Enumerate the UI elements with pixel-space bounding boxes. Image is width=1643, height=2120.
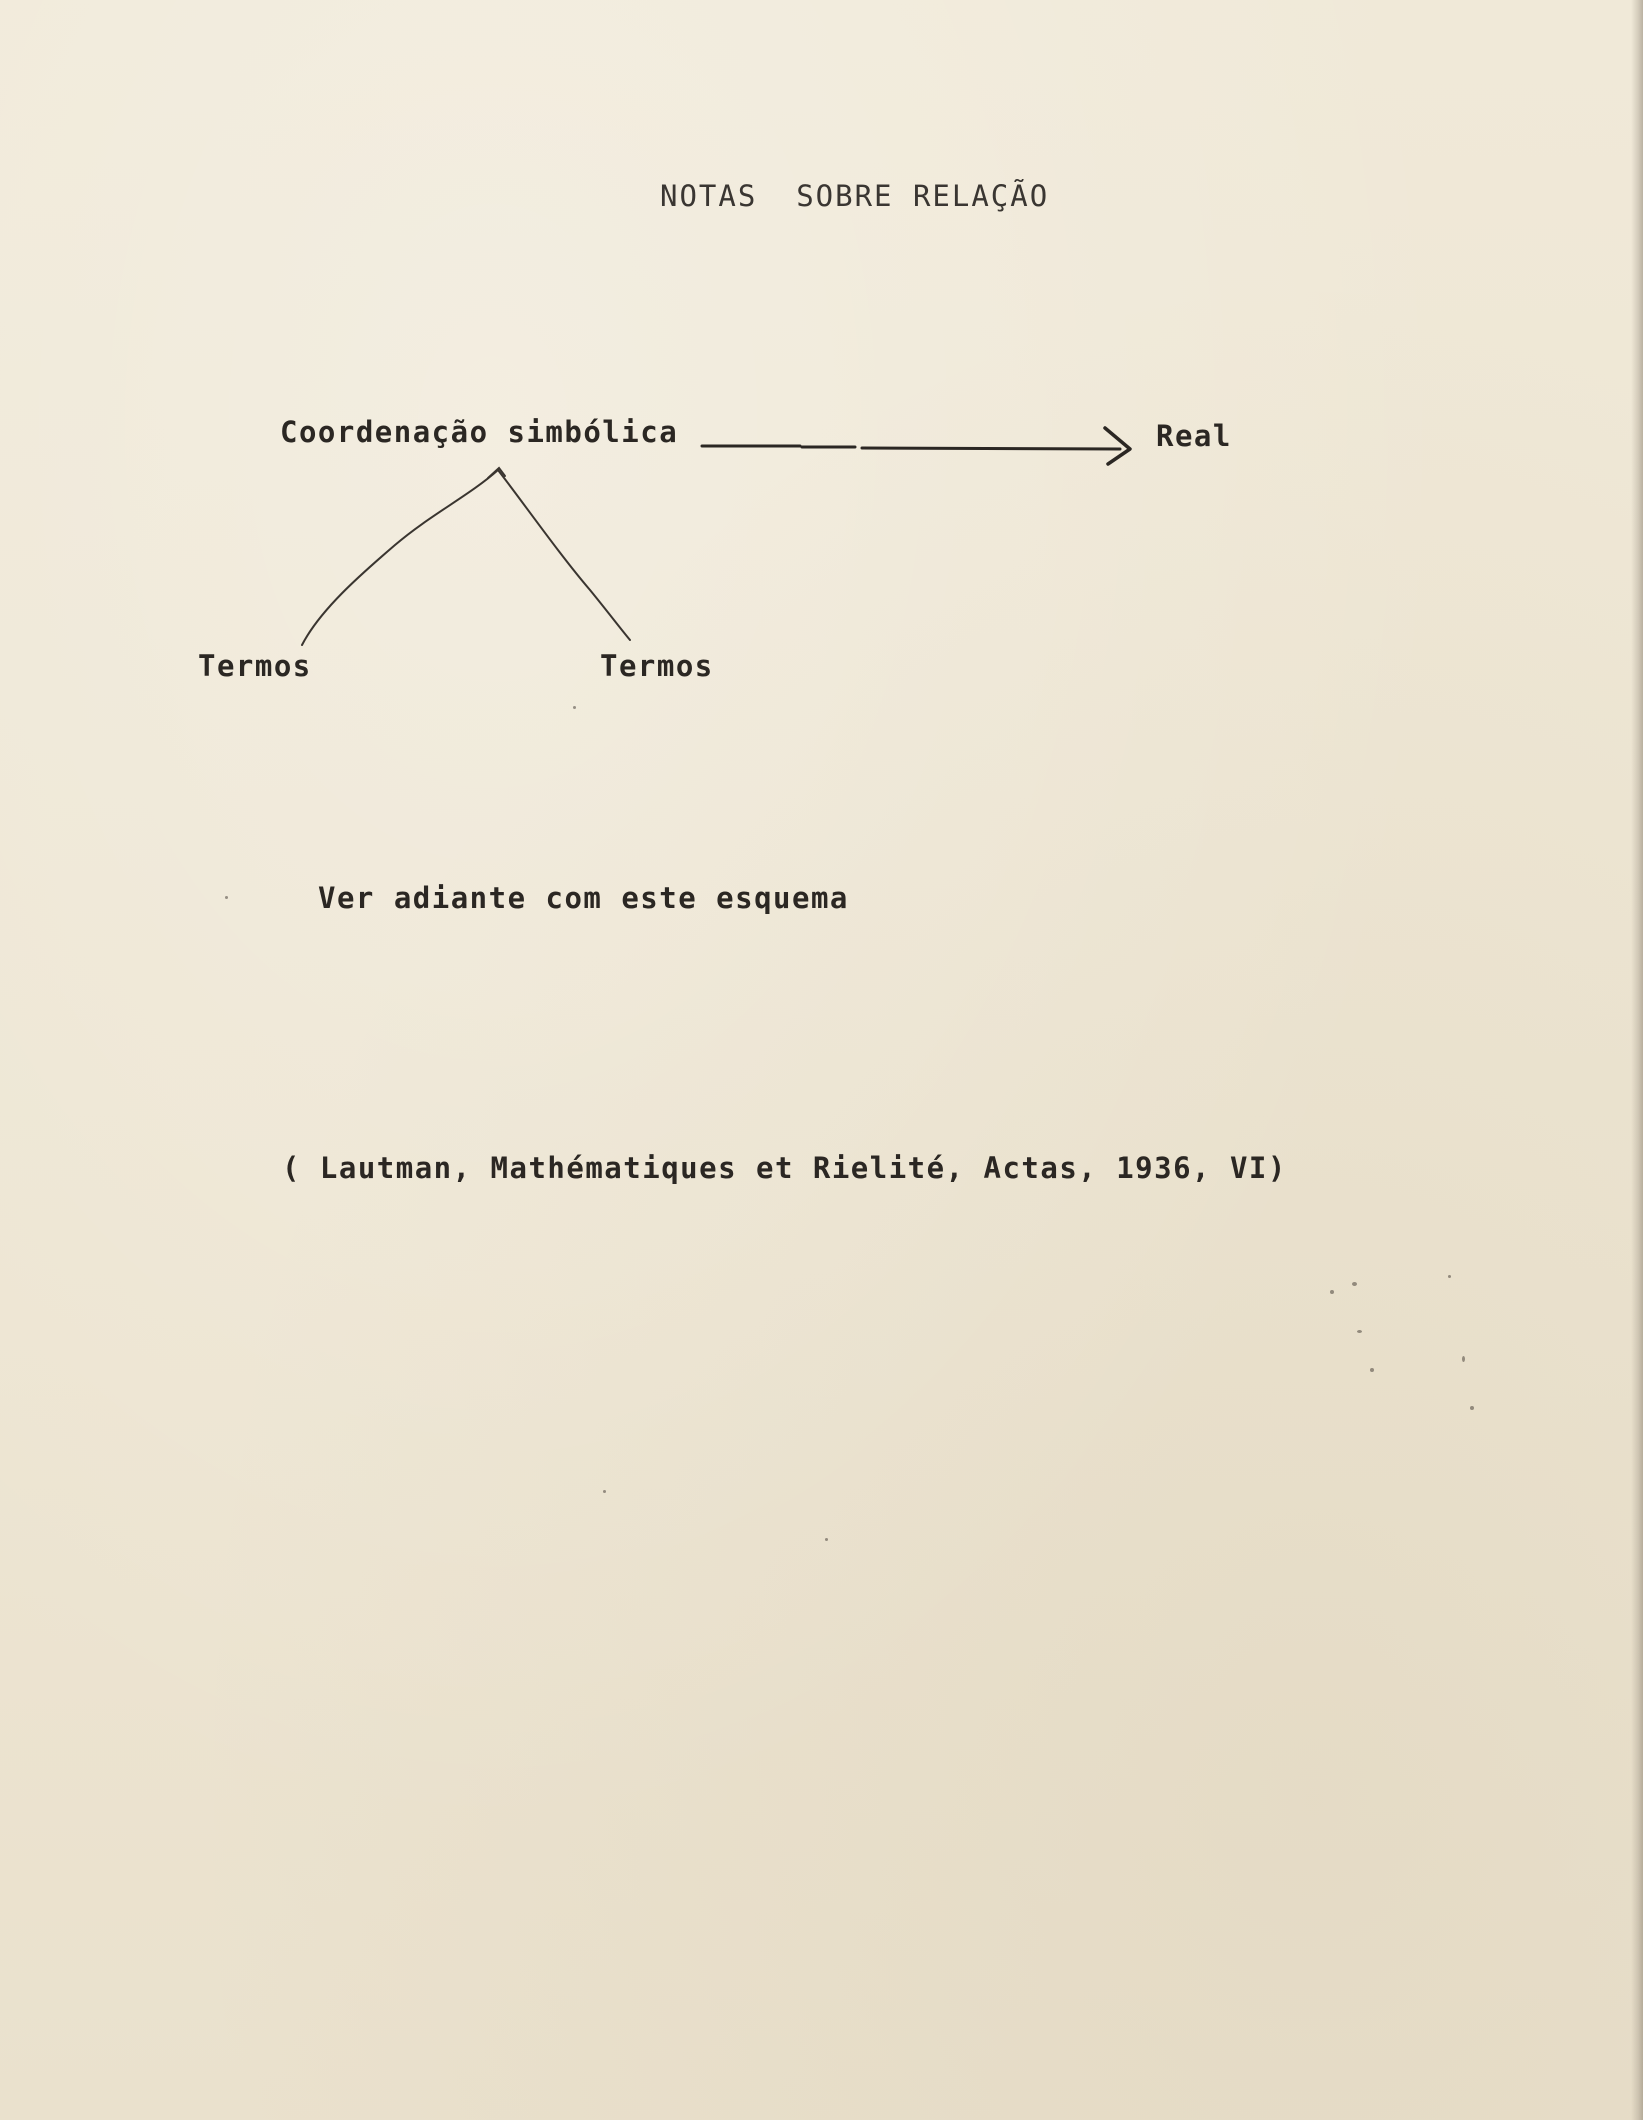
- diagram-target-term: Real: [1156, 419, 1232, 453]
- page-edge-shadow: [1631, 0, 1643, 2120]
- arrow-line: [702, 446, 1120, 449]
- right-branch-line: [498, 470, 630, 640]
- diagram-left-branch-term: Termos: [198, 649, 312, 683]
- apex-mark: [488, 468, 505, 478]
- arrow-head-icon: [1105, 428, 1130, 464]
- page-title: NOTAS SOBRE RELAÇÃO: [660, 179, 1050, 213]
- diagram-right-branch-term: Termos: [600, 649, 714, 683]
- citation-text: ( Lautman, Mathématiques et Rielité, Actas, 1936, VI): [282, 1151, 1287, 1185]
- note-text: Ver adiante com este esquema: [318, 881, 849, 915]
- diagram-top-term: Coordenação simbólica: [280, 415, 679, 449]
- left-branch-line: [302, 470, 498, 645]
